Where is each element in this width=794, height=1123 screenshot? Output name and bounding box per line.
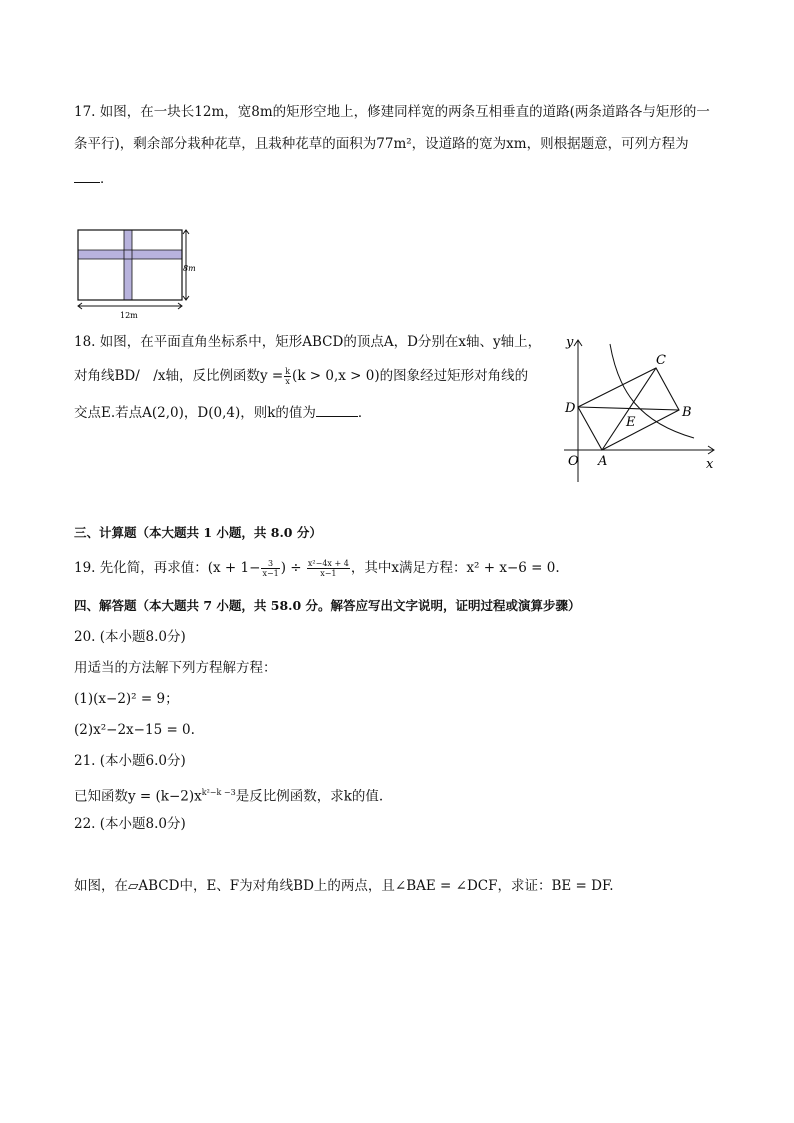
fraction-3-over-x-1: $\frac{3}{x-1}$ bbox=[262, 559, 279, 578]
exponent: k²−k −3 bbox=[201, 788, 236, 797]
q20-stem: 用适当的方法解下列方程解方程： bbox=[74, 660, 277, 676]
q17-line-2: 条平行)，剩余部分栽种花草，且栽种花草的面积为77m²，设道路的宽为xm，则根据题意，可列方程为 bbox=[74, 136, 689, 152]
q20-part-1: (1)(x−2)² = 9； bbox=[74, 691, 179, 707]
answer-blank bbox=[316, 402, 358, 417]
q17-line-3 bbox=[74, 168, 114, 189]
width-label: 12m bbox=[120, 311, 138, 320]
x-axis-label: x bbox=[706, 457, 714, 472]
q19-line: 19. 先化简，再求值：(x + 1− $\frac{3}{x-1}$ ) ÷ $\frac{\text{x²−4x + 4}}{x-1}$ ，其中x满足方程：x² + x−6 = 0. bbox=[74, 559, 560, 578]
q22-header: 22. (本小题8.0分) bbox=[74, 816, 186, 832]
q20-header: 20. (本小题8.0分) bbox=[74, 629, 186, 645]
q17-line-1: 17. 如图，在一块长12m，宽8m的矩形空地上，修建同样宽的两条互相垂直的道路(两条道路各与矩形的一 bbox=[74, 104, 710, 120]
q17-figure bbox=[72, 222, 222, 322]
y-axis-label: y bbox=[566, 335, 574, 350]
q18-line-1: 18. 如图，在平面直角坐标系中，矩形ABCD的顶点A，D分别在x轴、y轴上， bbox=[74, 334, 542, 350]
q18-line-2: 对角线BD/ /x轴，反比例函数y = $\frac{k}{x}$ (k > 0,x > 0)的图象经过矩形对角线的 bbox=[74, 367, 529, 386]
q18-line-3: 交点E.若点A(2,0)，D(0,4)，则k的值为 ． bbox=[74, 402, 371, 423]
q17-period: ． bbox=[100, 171, 114, 187]
section-3-title: 三、计算题（本大题共 1 小题，共 8.0 分） bbox=[74, 525, 322, 540]
q21-header: 21. (本小题6.0分) bbox=[74, 753, 186, 769]
point-a-label: A bbox=[598, 454, 608, 469]
point-b-label: B bbox=[682, 405, 692, 420]
point-c-label: C bbox=[656, 353, 666, 368]
fraction-quadratic-over-x-1: $\frac{\text{x²−4x + 4}}{x-1}$ bbox=[307, 559, 349, 578]
section-4-title: 四、解答题（本大题共 7 小题，共 58.0 分。解答应写出文字说明，证明过程或演算步骤） bbox=[74, 598, 581, 613]
q22-stem: 如图，在▱ABCD中，E、F为对角线BD上的两点，且∠BAE = ∠DCF，求证：BE = DF. bbox=[74, 878, 614, 894]
k-over-x-fraction: $\frac{k}{x}$ bbox=[285, 367, 291, 386]
q18-figure bbox=[556, 330, 726, 490]
height-label: 8m bbox=[183, 264, 196, 273]
point-d-label: D bbox=[565, 401, 576, 416]
answer-blank bbox=[74, 168, 100, 183]
q20-part-2: (2)x²−2x−15 = 0. bbox=[74, 722, 195, 738]
point-e-label: E bbox=[626, 415, 636, 430]
origin-label: O bbox=[568, 454, 579, 469]
road-vertical bbox=[124, 230, 132, 300]
q21-stem: 已知函数$y = (k-2)x^{k^2-k -3}$是反比例函数，求k的值. bbox=[74, 788, 384, 805]
